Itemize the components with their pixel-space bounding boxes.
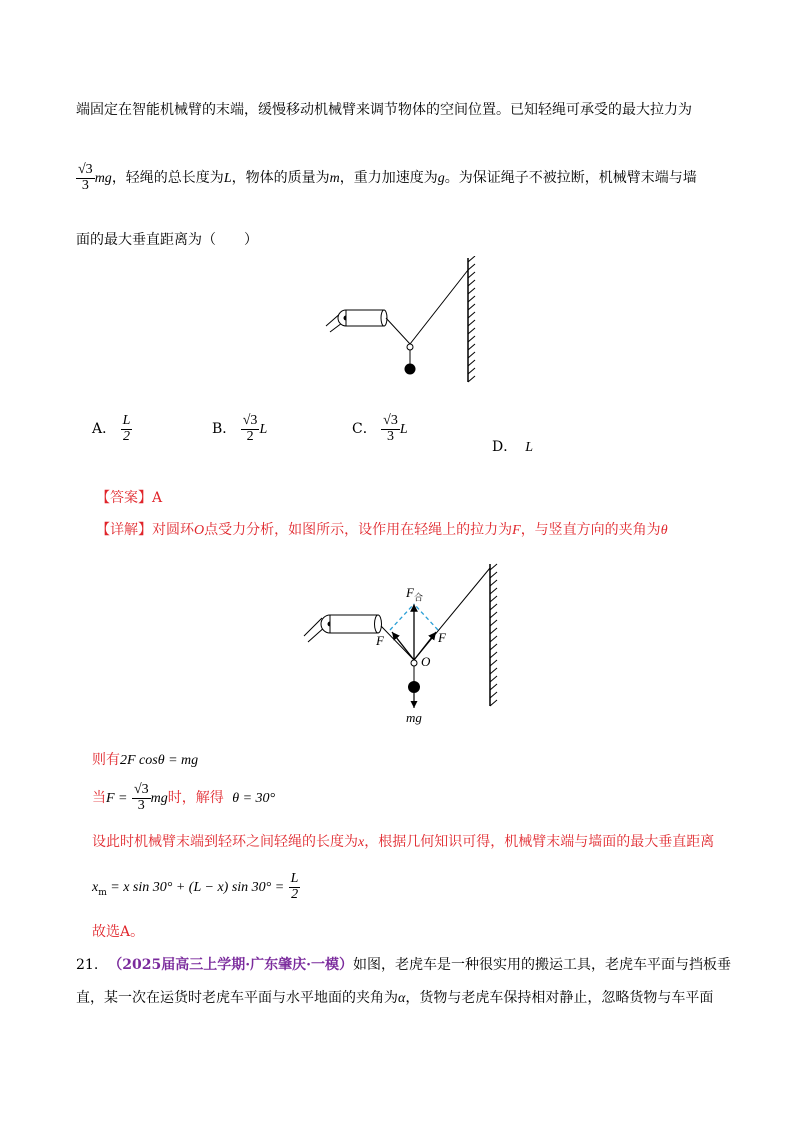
question-21-line-1: 21. （2025届高三上学期·广东肇庆·一模）如图，老虎车是一种很实用的搬运工具，老虎车平面与挡板垂 [76,957,731,973]
option-d[interactable]: D． L [492,439,534,455]
solution-line-1: 则有2F cosθ = mg [92,752,199,768]
label-f-right: F [438,630,446,645]
solution-conclusion: 故选A。 [92,924,145,940]
problem-line-1: 端固定在智能机械臂的末端，缓慢移动机械臂来调节物体的空间位置。已知轻绳可承受的最大拉力为 [76,102,692,118]
problem-line-2: $\frac{√3}{3}$ mg，轻绳的总长度为L，物体的质量为m，重力加速度为g。为保证绳子不被拉断，机械臂末端与墙 [78,162,697,193]
option-b[interactable]: B． $\frac{√3}{2}$ L [212,413,268,444]
option-c[interactable]: C． $\frac{√3}{3}$ L [352,413,408,444]
problem-line-3: 面的最大垂直距离为（ ） [76,232,258,248]
label-o: O [421,654,431,669]
label-mg: mg [406,710,422,725]
robot-arm-figure [322,256,492,386]
solution-line-3: 设此时机械臂末端到轻环之间轻绳的长度为x，根据几何知识可得，机械臂末端与墙面的最大垂直距离 [92,834,715,850]
max-tension-fraction: $\frac{√3}{3}$ [78,162,93,193]
label-f-he: $F_合$ [406,585,423,603]
question-21-line-2: 直，某一次在运货时老虎车平面与水平地面的夹角为α，货物与老虎车保持相对静止，忽略货物与车平面 [76,990,714,1006]
label-f-left: F [376,633,384,648]
force-diagram [300,556,520,736]
answer-line: 【答案】A [96,490,163,506]
option-a[interactable]: A． $\frac{L}{2}$ [92,413,131,444]
detail-line: 【详解】对圆环O点受力分析，如图所示，设作用在轻绳上的拉力为F，与竖直方向的夹角为θ [96,522,668,538]
solution-line-4: $x_m = x$ sin 30° + (L − x) sin 30° = $\frac{L}{2}$ [92,871,299,902]
solution-line-2: 当F = $\frac{√3}{3}$ mg时，解得 θ = 30° [92,782,276,813]
